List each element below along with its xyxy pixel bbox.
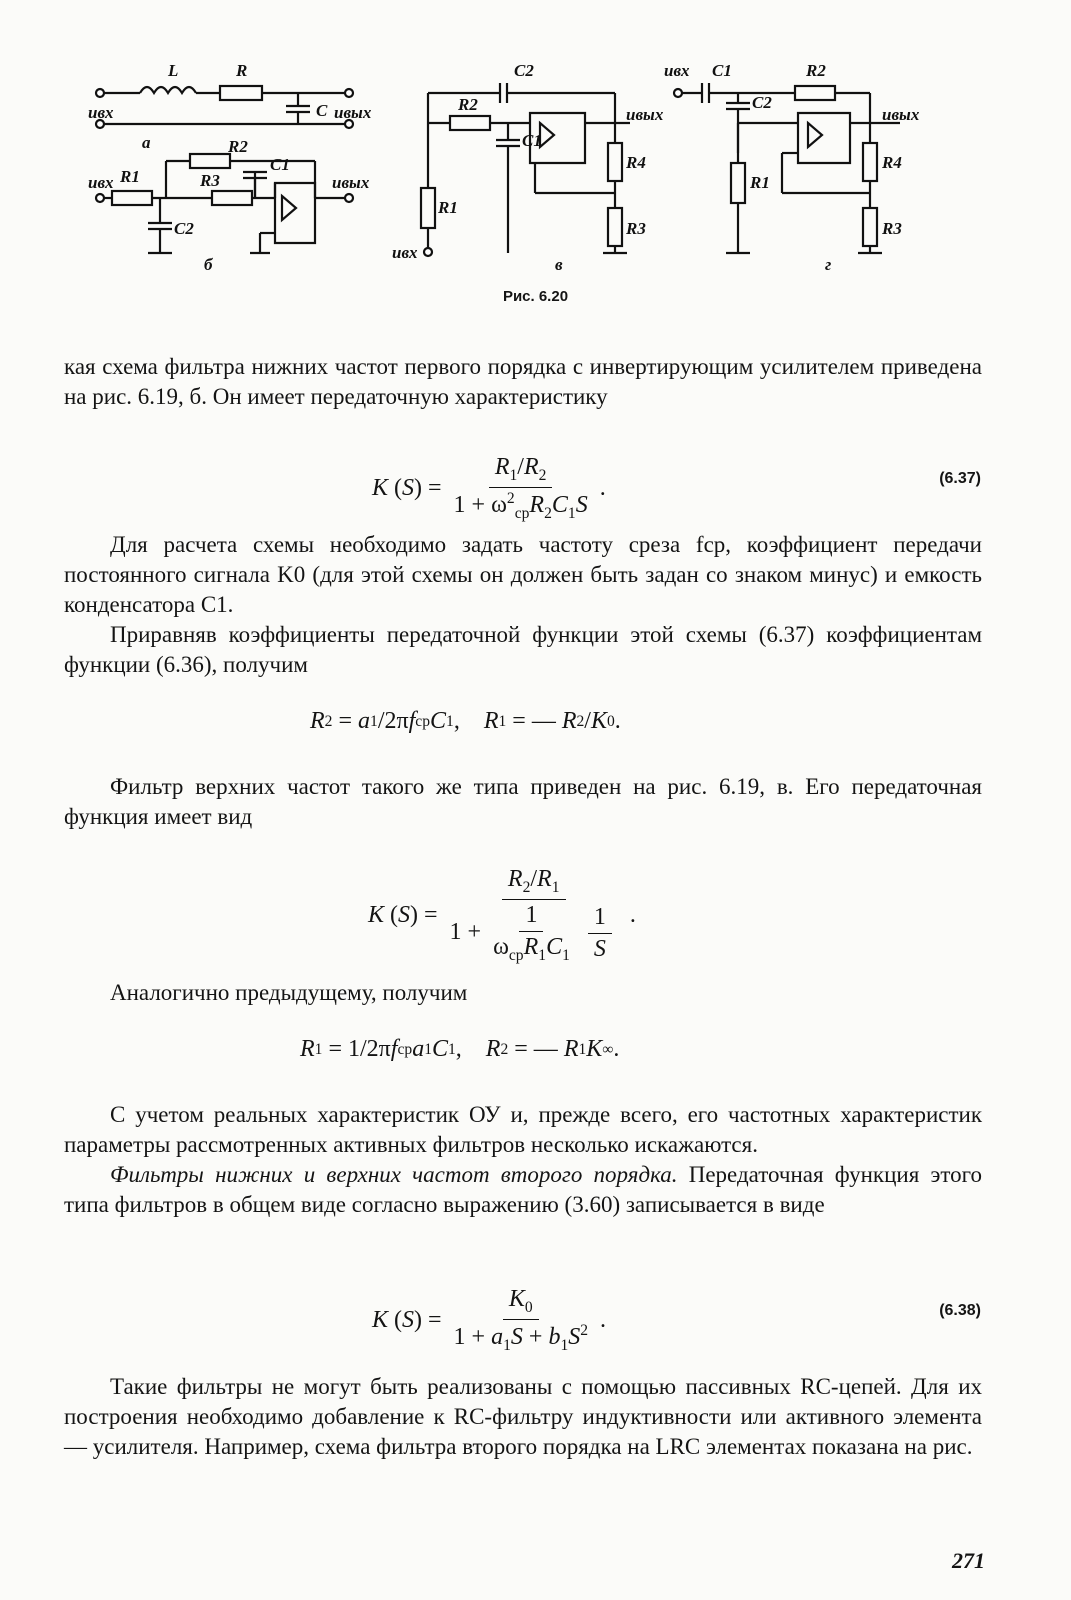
paragraph-5-block: [64, 978, 982, 1008]
label-b-R2: R2: [228, 137, 248, 156]
paragraph-1: кая схема фильтра нижних частот первого порядка с инвертирующим усилителем приведена на рис. 6.19, б. Он имеет передаточную характеристику: [64, 354, 982, 409]
label-L: L: [168, 61, 179, 80]
paragraph-8: Такие фильтры не могут быть реализованы с помощью пассивных RC-цепей. Для их построения необходимо добавление к RC-фильтру индуктивности или активного элемента — усилителя. Например, схема фильтра второго порядка на LRC элементах показана на рис.: [64, 1374, 982, 1459]
sublabel-b: б: [204, 255, 213, 274]
label-b-uin: uвх: [88, 173, 114, 192]
label-v-R4: R4: [626, 153, 646, 172]
paragraph-6: С учетом реальных характеристик ОУ и, прежде всего, его частотных характеристик параметры рассмотренных активных фильтров несколько искажаются.: [64, 1102, 982, 1157]
sublabel-g: г: [825, 255, 832, 274]
equation-6-38: K ( S ) = $\frac{K_0}{1 + a_1S + b_1S^2}$ . (6.38): [372, 1286, 981, 1354]
label-g-C1: C1: [712, 61, 732, 80]
figure-6-20-circuits: [70, 48, 1000, 318]
label-R: R: [236, 61, 248, 80]
equation-number: (6.38): [939, 1302, 981, 1319]
paragraph-6-block: [64, 1100, 982, 1220]
label-g-R2: R2: [806, 61, 826, 80]
figure-caption: Рис. 6.20: [502, 288, 569, 305]
paragraph-2: Для расчета схемы необходимо задать частоту среза fср, коэффициент передачи постоянного сигнала K0 (для этой схемы он должен быть задан со знаком минус) и емкость конденсатора C1.: [64, 532, 982, 617]
label-v-C2: C2: [514, 61, 534, 80]
label-g-C2: C2: [752, 93, 772, 112]
paragraph-7-italic: Фильтры нижних и верхних частот второго порядка.: [110, 1162, 678, 1187]
equation-r1-r2: R 1 = 1/2π f ср a 1 C 1 , R 2 = — R 1 K ∞ .: [300, 1036, 620, 1062]
label-g-R4: R4: [882, 153, 902, 172]
page-number: 271: [952, 1548, 985, 1573]
label-v-R3: R3: [626, 219, 646, 238]
paragraph-3: Приравняв коэффициенты передаточной функции этой схемы (6.37) коэффициентам функции (6.36), получим: [64, 622, 982, 677]
label-g-R1: R1: [750, 173, 770, 192]
label-v-C1: C1: [522, 131, 542, 150]
label-b-R1: R1: [120, 167, 140, 186]
sublabel-a: а: [142, 133, 151, 152]
paragraph-5: Аналогично предыдущему, получим: [110, 980, 468, 1005]
label-v-uout: uвых: [626, 105, 664, 124]
label-C: C: [316, 101, 328, 120]
label-v-uin: uвх: [392, 243, 418, 262]
equation-number: (6.37): [939, 470, 981, 487]
equation-6-37: K ( S ) = $\frac{R_1/R_2}{1 + \omega^2_{ср}R_2C_1S}$ . (6.37): [372, 454, 981, 522]
label-v-R1: R1: [438, 198, 458, 217]
sublabel-v: в: [555, 255, 563, 274]
label-a-uout: uвых: [334, 103, 372, 122]
paragraph-1-block: [64, 352, 982, 412]
label-g-uout: uвых: [882, 105, 920, 124]
label-b-R3: R3: [200, 171, 220, 190]
paragraph-8-block: [64, 1372, 982, 1462]
paragraph-2-block: [64, 530, 982, 680]
equation-r2-r1: R 2 = a 1 /2π f ср C 1 , R 1 = — R 2 / K 0 .: [310, 708, 621, 734]
label-b-C2: C2: [174, 219, 194, 238]
label-a-uin: uвх: [88, 103, 114, 122]
paragraph-7-rest: Передаточная функция этого типа фильтров в общем виде согласно выражению (3.60) записывается в виде: [64, 1162, 982, 1217]
label-b-uout: uвых: [332, 173, 370, 192]
paragraph-4-block: [64, 772, 982, 832]
label-g-R3: R3: [882, 219, 902, 238]
label-v-R2: R2: [458, 95, 478, 114]
label-b-C1: C1: [270, 155, 290, 174]
paragraph-7: [64, 1160, 982, 1220]
label-g-uin: uвх: [664, 61, 690, 80]
equation-high-pass: K ( S ) = $R_2/R_1$ 1 + $\frac{1}{\omega_{ср}R_1C_1}$ $\frac{1}{S}$ .: [368, 866, 636, 964]
paragraph-4: Фильтр верхних частот такого же типа приведен на рис. 6.19, в. Его передаточная функция имеет вид: [64, 774, 982, 829]
